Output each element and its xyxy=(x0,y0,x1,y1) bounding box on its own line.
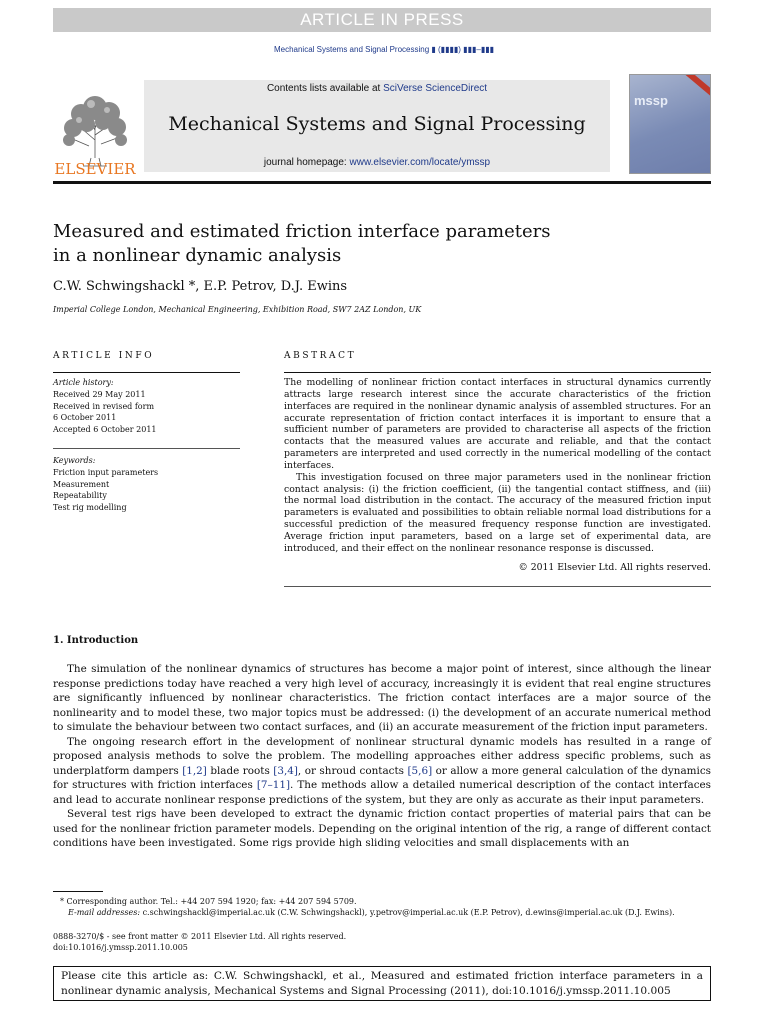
journal-header xyxy=(144,80,610,172)
introduction-heading: 1. Introduction xyxy=(53,635,139,646)
sciencedirect-link[interactable]: SciVerse ScienceDirect xyxy=(383,83,488,94)
email-label: E-mail addresses: xyxy=(68,908,141,917)
citation-box: Please cite this article as: C.W. Schwingshackl, et al., Measured and estimated friction interface parameters in a nonlinear dynamic analysis, Mechanical Systems and Signal Processing (2011), doi:10.1016/j.ymssp.2011.10.005 xyxy=(53,966,711,1001)
history-keywords-divider xyxy=(53,448,240,449)
introduction-body xyxy=(53,662,711,851)
elsevier-tree-icon xyxy=(53,80,137,176)
abstract-copyright: © 2011 Elsevier Ltd. All rights reserved. xyxy=(518,562,711,573)
history-item: 6 October 2011 xyxy=(53,413,117,423)
intro-paragraph-2 xyxy=(53,735,711,808)
abstract-paragraph-1: The modelling of nonlinear friction contact interfaces in structural dynamics currently attracts large research interest since the accurate characteristics of the friction interfaces are required in the nonlinear dynamic analysis of assembled structures. For an accurate representation of friction contact interfaces it is important to ensure that a sufficient number of parameters are provided to characterise all aspects of the friction contacts that the measured values are accurate and reliable, and that the contact parameters are interpreted and used correctly in the numerical modelling of the contact interfaces. xyxy=(284,377,711,471)
abstract-paragraph-2: This investigation focused on three major parameters used in the nonlinear friction contact analysis: (i) the friction coefficient, (ii) the tangential contact stiffness, and (iii) the normal load distribution in the contact. The accuracy of the measured friction input parameters is evaluated and possibilities to obtain reliable normal load distributions for a successful prediction of the measured frequency response function are investigated. Average friction input parameters, based on a large set of experimental data, are introduced, and their effect on the nonlinear resonance response is discussed. xyxy=(284,471,711,554)
keyword: Repeatability xyxy=(53,491,107,501)
keywords xyxy=(53,455,238,514)
journal-title: Mechanical Systems and Signal Processing xyxy=(168,113,586,135)
contents-line xyxy=(144,83,610,94)
abstract-heading: ABSTRACT xyxy=(284,351,357,361)
intro-paragraph-3: Several test rigs have been developed to extract the dynamic friction contact properties of material pairs that can be used for the nonlinear friction parameter models. Depending on the original intention of the rig, a range of different contact conditions have been investigated. Some rigs provide high sliding velocities and small displacements with an xyxy=(53,808,711,849)
publisher-name: ELSEVIER xyxy=(54,160,136,176)
history-item: Received in revised form xyxy=(53,401,155,411)
keywords-label: Keywords: xyxy=(53,456,96,465)
intro-p2-text: , or shroud contacts xyxy=(297,764,408,777)
history-item: Received 29 May 2011 xyxy=(53,389,146,399)
article-in-press-banner: ARTICLE IN PRESS xyxy=(53,8,711,32)
elsevier-logo[interactable] xyxy=(53,80,137,176)
doi-line[interactable]: doi:10.1016/j.ymssp.2011.10.005 xyxy=(53,943,188,952)
abstract-bottom-rule xyxy=(284,586,711,587)
citation-link[interactable]: [5,6] xyxy=(407,764,433,777)
intro-p2-text: . The methods allow a detailed numerical description of the contact interfaces and lead to accurate nonlinear response predictions of the system, but they are only as accurate as their input parameters. xyxy=(53,779,711,806)
corresponding-author-note: * Corresponding author. Tel.: +44 207 594 1920; fax: +44 207 594 5709. xyxy=(60,897,357,906)
email-addresses xyxy=(68,907,728,918)
homepage-line xyxy=(144,157,610,168)
citation-link[interactable]: [3,4] xyxy=(273,764,298,777)
footnote-rule xyxy=(53,891,103,892)
history-item: Accepted 6 October 2011 xyxy=(53,425,157,435)
abstract-body xyxy=(284,377,711,555)
article-history xyxy=(53,377,238,436)
keyword: Test rig modelling xyxy=(53,503,127,513)
abstract-rule xyxy=(284,372,711,373)
keyword: Friction input parameters xyxy=(53,467,159,477)
journal-cover-thumbnail[interactable] xyxy=(629,74,711,174)
affiliation: Imperial College London, Mechanical Engineering, Exhibition Road, SW7 2AZ London, UK xyxy=(53,305,422,314)
paper-title-line-2: in a nonlinear dynamic analysis xyxy=(53,245,342,266)
intro-p2-text: The ongoing research effort in the development of nonlinear structural dynamic models has resulted in a range of proposed analysis methods to solve the problem. The modelling approaches either address specific problems, such as underplatform dampers xyxy=(53,735,711,777)
article-info-rule xyxy=(53,372,240,373)
article-info-heading: ARTICLE INFO xyxy=(53,351,155,361)
homepage-link[interactable]: www.elsevier.com/locate/ymssp xyxy=(349,157,491,168)
contents-prefix: Contents lists available at xyxy=(266,83,384,94)
keyword: Measurement xyxy=(53,479,110,489)
cover-title: mssp xyxy=(634,93,668,108)
intro-p2-text: blade roots xyxy=(206,764,274,777)
author-list: C.W. Schwingshackl *, E.P. Petrov, D.J. Ewins xyxy=(53,279,348,294)
issn-line: 0888-3270/$ - see front matter © 2011 Elsevier Ltd. All rights reserved. xyxy=(53,932,347,941)
homepage-prefix: journal homepage: xyxy=(263,157,350,168)
intro-p2-text: or allow a more general calculation of the dynamics for structures with friction interfaces xyxy=(53,764,711,791)
header-divider xyxy=(53,181,711,184)
paper-title-line-1: Measured and estimated friction interface parameters xyxy=(53,221,551,242)
email-list[interactable]: c.schwingshackl@imperial.ac.uk (C.W. Schwingshackl), y.petrov@imperial.ac.uk (E.P. Petrov), d.ewins@imperial.ac.uk (D.J. Ewins). xyxy=(140,908,675,917)
paper-title xyxy=(53,220,673,268)
journal-reference[interactable]: Mechanical Systems and Signal Processing ▮ (▮▮▮▮) ▮▮▮–▮▮▮ xyxy=(273,45,495,54)
intro-paragraph-1: The simulation of the nonlinear dynamics of structures has become a major point of interest, since although the linear response predictions today have reached a very high level of accuracy, increasingly it is evident that real engine structures are significantly influenced by nonlinear characteristics. The friction contact interfaces are a major source of the nonlinearity and to model these, two major topics must be addressed: (i) the development of an accurate numerical method to simulate the behaviour between two contact surfaces, and (ii) an accurate measurement of the friction input parameters. xyxy=(53,663,711,733)
history-label: Article history: xyxy=(53,378,114,387)
cover-ribbon xyxy=(680,74,711,102)
citation-link[interactable]: [7–11] xyxy=(256,779,290,791)
citation-link[interactable]: [1,2] xyxy=(182,764,207,777)
